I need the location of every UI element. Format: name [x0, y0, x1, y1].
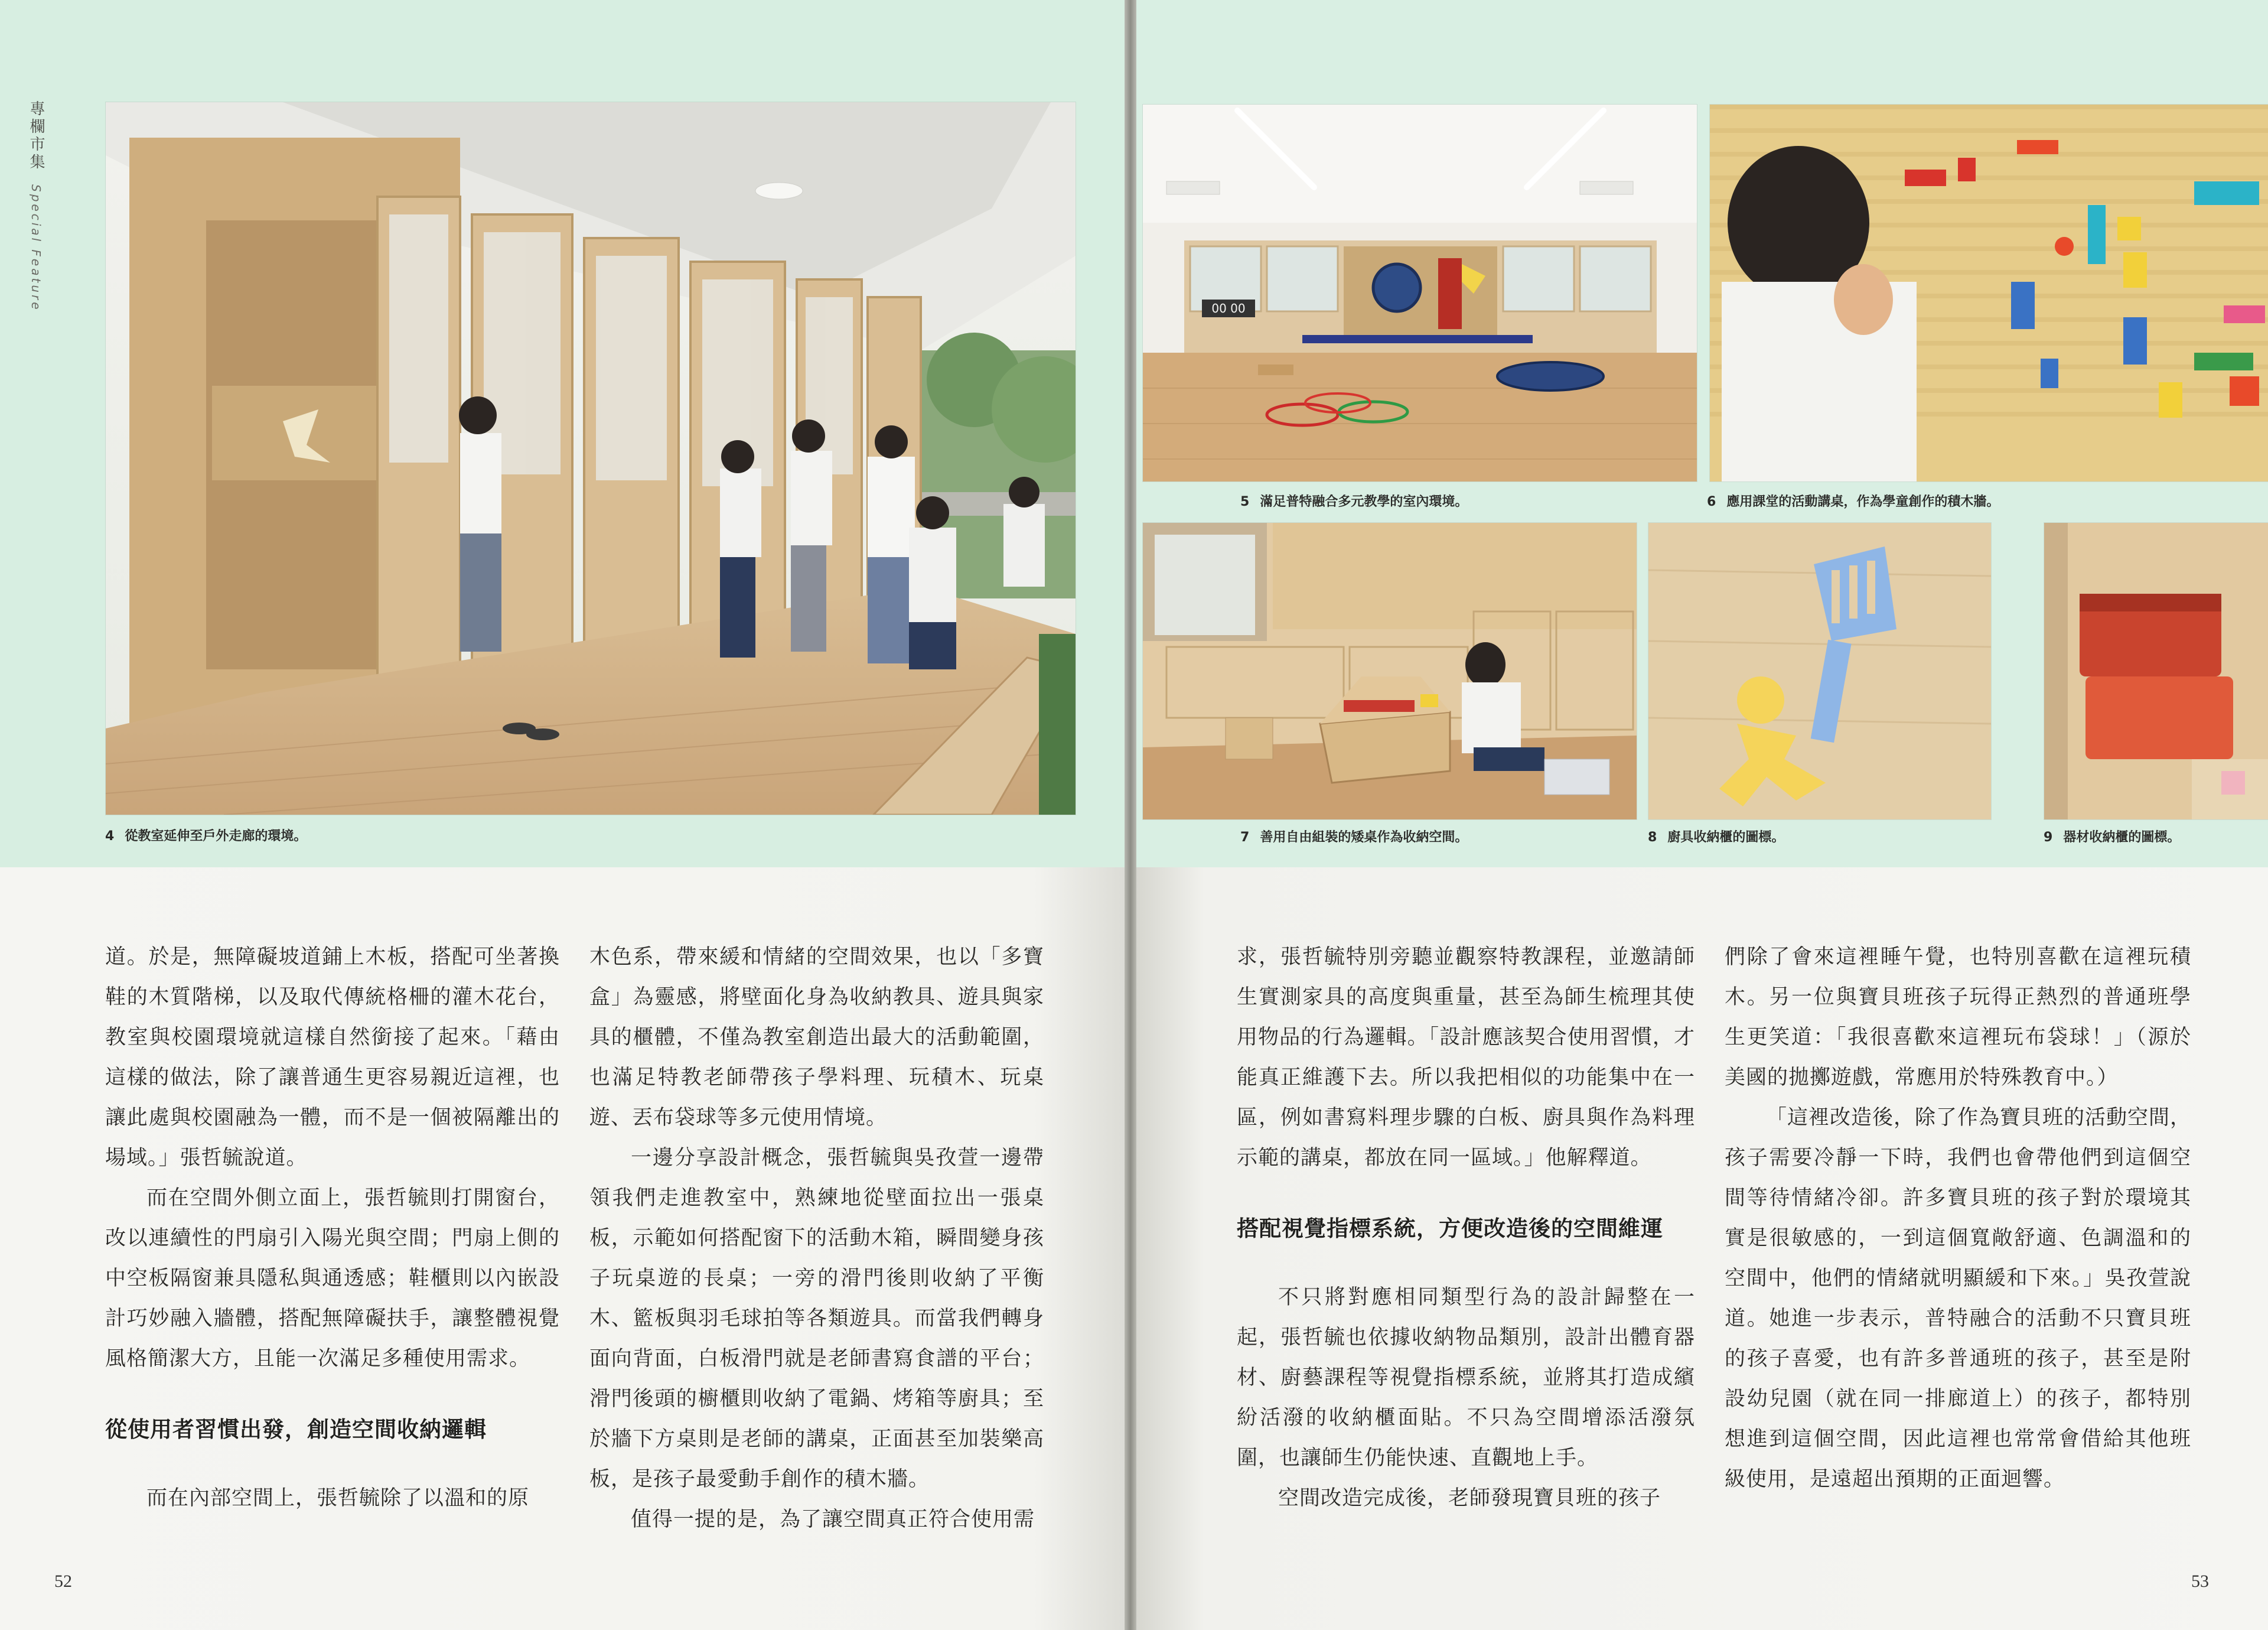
col1-paragraph-3: 而在內部空間上，張哲毓除了以溫和的原 — [146, 1486, 530, 1510]
col3-paragraph-1: 求，張哲毓特別旁聽並觀察特教課程，並邀請師生實測家具的高度與重量，甚至為師生梳理其使用物品的行為邏輯。「設計應該契合使用習慣，才能真正維護下去。所以我把相似的功能集中在一區，例如書寫料理步驟的白板、廚具與作為料理示範的講桌，都放在同一區域。」他解釋道。 — [1237, 945, 1695, 1170]
spine-gutter — [1125, 0, 1136, 1630]
page-number-right: 53 — [2191, 1572, 2209, 1591]
col1-paragraph-1: 道。於是，無障礙坡道鋪上木板，搭配可坐著換鞋的木質階梯，以及取代傳統格柵的灌木花台，教室與校園環境就這樣自然銜接了起來。「藉由這樣的做法，除了讓普通生更容易親近這裡，也讓此處與校園融為一體，而不是一個被隔離出的場域。」張哲毓說道。 — [105, 945, 560, 1170]
photo-6-lego-wall — [1709, 104, 2268, 482]
caption-9 — [2044, 827, 2180, 845]
photo-5-classroom — [1142, 104, 1697, 482]
caption-8-number: 8 — [1648, 830, 1657, 845]
text-column-2 — [589, 937, 1044, 1540]
caption-4 — [105, 826, 307, 844]
col3-paragraph-2: 不只將對應相同類型行為的設計歸整在一起，張哲毓也依據收納物品類別，設計出體育器材、廚藝課程等視覺指標系統，並將其打造成繽紛活潑的收納櫃面貼。不只為空間增添活潑氛圍，也讓師生仍能快速、直觀地上手。 — [1237, 1286, 1695, 1470]
text-column-3 — [1237, 937, 1695, 1518]
col2-paragraph-2: 一邊分享設計概念，張哲毓與吳孜萱一邊帶領我們走進教室中，熟練地從壁面拉出一張桌板，示範如何搭配窗下的活動木箱，瞬間變身孩子玩桌遊的長桌；一旁的滑門後則收納了平衡木、籃板與羽毛球拍等各類遊具。而當我們轉身面向背面，白板滑門就是老師書寫食譜的平台；滑門後頭的櫥櫃則收納了電鍋、烤箱等廚具；至於牆下方桌則是老師的講桌，正面甚至加裝樂高板，是孩子最愛動手創作的積木牆。 — [589, 1146, 1044, 1491]
caption-9-number: 9 — [2044, 830, 2053, 845]
scoreboard-text: 00 00 — [1211, 301, 1246, 315]
text-column-1 — [105, 937, 560, 1518]
caption-6-text: 應用課堂的活動講桌，作為學童創作的積木牆。 — [1726, 494, 2000, 509]
caption-4-text: 從教室延伸至戶外走廊的環境。 — [125, 829, 307, 844]
photo-8-kitchen-icon — [1648, 522, 1992, 820]
col3-subheading: 搭配視覺指標系統，方便改造後的空間維運 — [1237, 1216, 1663, 1241]
caption-9-text: 器材收納櫃的圖標。 — [2063, 830, 2181, 845]
col1-paragraph-2: 而在空間外側立面上，張哲毓則打開窗台，改以連續性的門扇引入陽光與空間；門扇上側的中空板隔窗兼具隱私與通透感；鞋櫃則以內嵌設計巧妙融入牆體，搭配無障礙扶手，讓整體視覺風格簡潔大方，且能一次滿足多種使用需求。 — [105, 1186, 560, 1371]
caption-7 — [1240, 827, 1468, 845]
section-label-zh: 專欄市集 — [27, 100, 45, 171]
caption-4-number: 4 — [105, 829, 115, 844]
col2-paragraph-1: 木色系，帶來緩和情緒的空間效果，也以「多寶盒」為靈感，將壁面化身為收納教具、遊具與家具的櫃體，不僅為教室創造出最大的活動範圍，也滿足特教老師帶孩子學料理、玩積木、玩桌遊、丟布袋球等多元使用情境。 — [589, 945, 1044, 1130]
section-label-en: Special Feature — [29, 184, 43, 312]
caption-5-text: 滿足普特融合多元教學的室內環境。 — [1260, 494, 1468, 509]
col4-paragraph-1: 們除了會來這裡睡午覺，也特別喜歡在這裡玩積木。另一位與寶貝班孩子玩得正熱烈的普通班學生更笑道：「我很喜歡來這裡玩布袋球！」（源於美國的拋擲遊戲，常應用於特殊教育中。） — [1725, 945, 2191, 1089]
caption-6-number: 6 — [1707, 494, 1716, 509]
col2-paragraph-3: 值得一提的是，為了讓空間真正符合使用需 — [631, 1508, 1035, 1531]
caption-5-number: 5 — [1240, 494, 1250, 509]
page-number-left: 52 — [54, 1572, 72, 1591]
caption-7-text: 善用自由組裝的矮桌作為收納空間。 — [1260, 830, 1468, 845]
caption-7-number: 7 — [1240, 830, 1250, 845]
caption-6 — [1707, 492, 1999, 510]
section-label — [24, 100, 47, 312]
photo-9-equipment-icon — [2044, 522, 2268, 820]
col1-subheading: 從使用者習慣出發，創造空間收納邏輯 — [105, 1417, 487, 1442]
text-column-4 — [1725, 937, 2191, 1499]
photo-7-storage-table — [1142, 522, 1637, 820]
caption-8 — [1648, 827, 1784, 845]
photo-4-corridor — [105, 102, 1076, 815]
col4-paragraph-2: 「這裡改造後，除了作為寶貝班的活動空間，孩子需要冷靜一下時，我們也會帶他們到這個空間等待情緒冷卻。許多寶貝班的孩子對於環境其實是很敏感的，一到這個寬敞舒適、色調溫和的空間中，他們的情緒就明顯緩和下來。」吳孜萱說道。她進一步表示，普特融合的活動不只寶貝班的孩子喜愛，也有許多普通班的孩子，甚至是附設幼兒園（就在同一排廊道上）的孩子，都特別想進到這個空間，因此這裡也常常會借給其他班級使用，是遠超出預期的正面迴響。 — [1725, 1106, 2192, 1491]
caption-8-text: 廚具收納櫃的圖標。 — [1667, 830, 1785, 845]
caption-5 — [1240, 492, 1468, 510]
col3-paragraph-3: 空間改造完成後，老師發現寶貝班的孩子 — [1278, 1486, 1661, 1510]
